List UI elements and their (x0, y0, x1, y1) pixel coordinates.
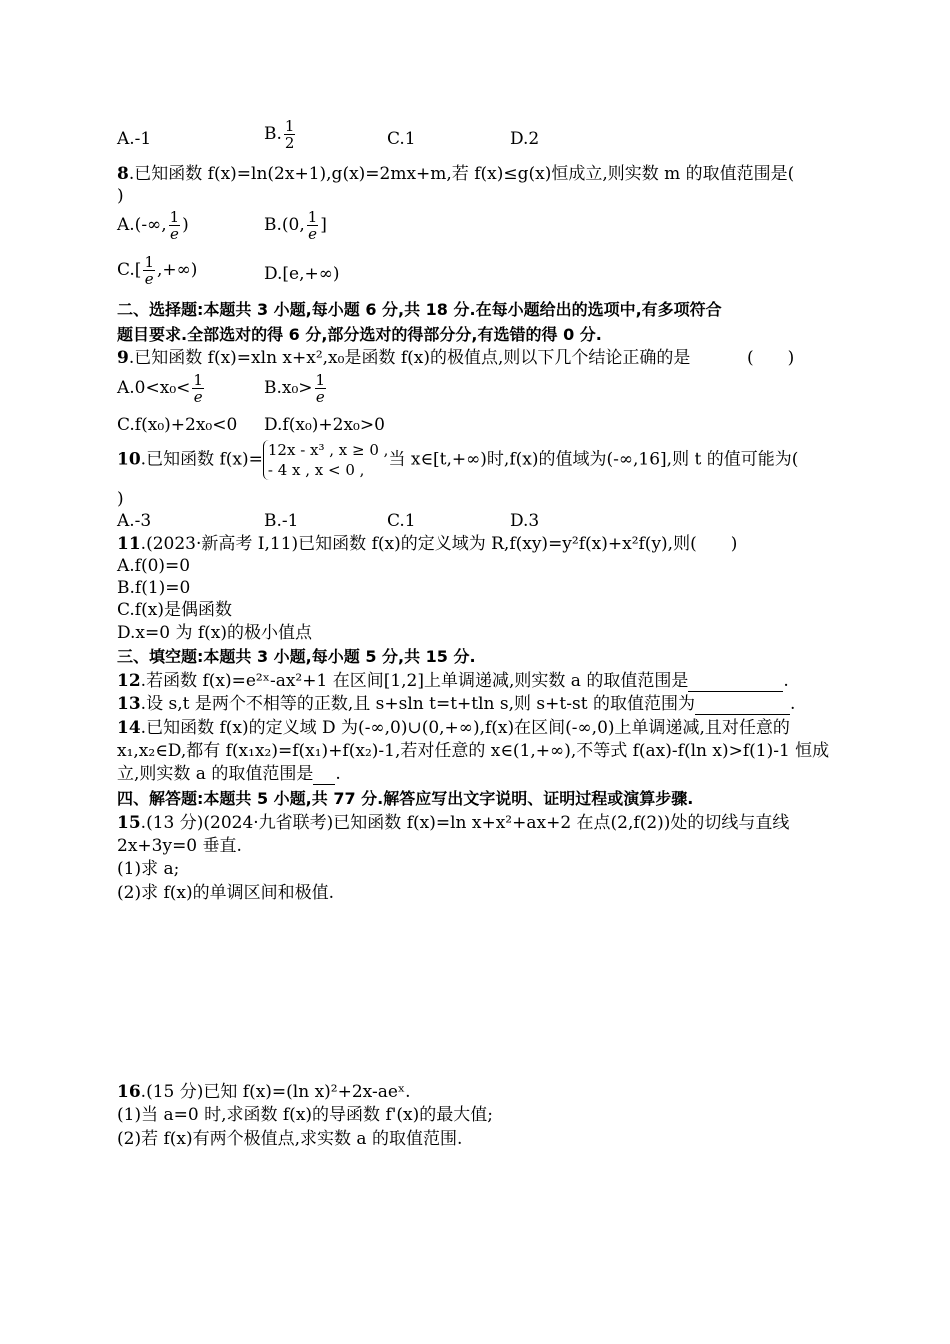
q12-answer-blank[interactable] (688, 671, 783, 692)
q15-stem-line-1: .(13 分)(2024·九省联考)已知函数 f(x)=ln x+x²+ax+2 在点(2,f(2))处的切线与直线 (140, 813, 790, 833)
q10-option-a: A.-3 (117, 511, 152, 531)
q9-option-d: D.f(x₀)+2x₀>0 (264, 415, 385, 435)
fraction-numerator: 1 (169, 208, 180, 226)
q8-stem (117, 164, 794, 184)
q15-number: 15 (117, 813, 141, 833)
q9-option-a-fraction (192, 372, 204, 405)
q9-stem-text: .已知函数 f(x)=xln x+x²,x₀是函数 f(x)的极值点,则以下几个结论正确的是 (128, 348, 691, 368)
fraction-numerator: 1 (307, 208, 318, 226)
q11-stem (117, 534, 737, 554)
q7-option-c: C.1 (387, 129, 416, 149)
q13-number: 13 (117, 694, 141, 714)
q8-option-b-suffix: ] (320, 215, 327, 235)
q8-option-a (117, 209, 189, 242)
fraction-denominator: e (315, 388, 325, 406)
q12-stem (117, 671, 789, 692)
q11-option-d: D.x=0 为 f(x)的极小值点 (117, 623, 313, 643)
fraction-denominator: e (308, 225, 317, 243)
q7-option-a: A.-1 (117, 129, 152, 149)
q13-answer-blank[interactable] (695, 694, 790, 715)
q9-option-c: C.f(x₀)+2x₀<0 (117, 415, 238, 435)
q15-part-1: (1)求 a; (117, 859, 180, 879)
q8-option-c-suffix: ,+∞) (156, 260, 198, 280)
q11-option-a: A.f(0)=0 (117, 556, 191, 576)
q10-number: 10 (117, 449, 141, 470)
q13-stem (117, 694, 795, 715)
q7-option-b-fraction (284, 118, 296, 151)
q8-option-b-fraction (307, 209, 319, 242)
q9-number: 9 (117, 348, 129, 368)
q8-option-b (264, 209, 327, 242)
q16-number: 16 (117, 1082, 141, 1102)
q7-option-d: D.2 (510, 129, 540, 149)
q8-option-a-fraction (169, 209, 181, 242)
section-3-heading: 三、填空题:本题共 3 小题,每小题 5 分,共 15 分. (117, 647, 476, 666)
q14-stem-line-3-text: 立,则实数 a 的取值范围是 (117, 764, 314, 784)
q8-option-a-suffix: ) (182, 215, 189, 235)
q16-part-2: (2)若 f(x)有两个极值点,求实数 a 的取值范围. (117, 1129, 463, 1149)
fraction-numerator: 1 (315, 371, 326, 389)
q8-option-a-prefix: A.(-∞, (117, 215, 167, 235)
q8-stem-text: .已知函数 f(x)=ln(2x+1),g(x)=2mx+m,若 f(x)≤g(x)恒成立,则实数 m 的取值范围是( (128, 164, 795, 184)
q10-piecewise-brace (263, 440, 389, 480)
q8-option-c-fraction (143, 254, 155, 287)
q9-option-a (117, 372, 206, 405)
q7-option-b (264, 118, 297, 151)
q10-stem-post: 当 x∈[t,+∞)时,f(x)的值域为(-∞,16],则 t 的值可能为( (388, 449, 799, 470)
q14-stem (117, 718, 790, 738)
q11-stem-text: .(2023·新高考 Ⅰ,11)已知函数 f(x)的定义域为 R,f(xy)=y²f(x)+x²f(y),则( ) (140, 534, 738, 554)
q12-number: 12 (117, 671, 141, 691)
q10-stem-end: ) (117, 489, 124, 509)
section-2-heading: 二、选择题:本题共 3 小题,每小题 6 分,共 18 分.在每小题给出的选项中,有多项符合 (117, 300, 722, 319)
q10-stem-pre: .已知函数 f(x)= (140, 449, 263, 470)
q10-option-c: C.1 (387, 511, 416, 531)
fraction-denominator: e (169, 225, 179, 243)
fraction-denominator: e (193, 388, 203, 406)
q14-stem-line-1: .已知函数 f(x)的定义域 D 为(-∞,0)∪(0,+∞),f(x)在区间(-∞,0)上单调递减,且对任意的 (140, 718, 790, 738)
q14-stem-line-3 (117, 764, 341, 785)
q10-case-2: - 4 x , x < 0 , (267, 461, 365, 479)
q10-stem (117, 440, 798, 480)
q8-stem-end: ) (117, 186, 124, 206)
q8-option-c-prefix: C.[ (117, 260, 142, 280)
q14-period: . (335, 764, 341, 784)
fraction-numerator: 1 (144, 253, 154, 271)
q8-number: 8 (117, 164, 129, 184)
fraction-denominator: e (144, 270, 154, 288)
q8-option-c (117, 254, 197, 287)
q13-period: . (789, 694, 796, 714)
q9-answer-paren: ( ) (747, 348, 795, 368)
q15-stem-line-2: 2x+3y=0 垂直. (117, 836, 242, 856)
fraction-numerator: 1 (193, 371, 203, 389)
q10-option-b: B.-1 (264, 511, 299, 531)
q9-option-a-prefix: A.0<x₀< (117, 378, 191, 398)
q12-stem-text: .若函数 f(x)=e²ˣ-ax²+1 在区间[1,2]上单调递减,则实数 a 的取值范围是 (140, 671, 689, 691)
q16-stem-text: .(15 分)已知 f(x)=(ln x)²+2x-aeˣ. (140, 1082, 411, 1102)
q14-number: 14 (117, 718, 141, 738)
q10-case-1: 12x - x³ , x ≥ 0 , (267, 441, 389, 459)
q9-stem (117, 348, 690, 368)
q15-part-2: (2)求 f(x)的单调区间和极值. (117, 883, 335, 903)
fraction-numerator: 1 (284, 117, 295, 135)
q9-option-b-fraction (315, 372, 327, 405)
q14-stem-line-2: x₁,x₂∈D,都有 f(x₁x₂)=f(x₁)+f(x₂)-1,若对任意的 x∈(1,+∞),不等式 f(ax)-f(ln x)>f(1)-1 恒成 (117, 741, 830, 761)
q11-option-b: B.f(1)=0 (117, 578, 191, 598)
q16-stem (117, 1082, 411, 1102)
q11-option-c: C.f(x)是偶函数 (117, 600, 232, 620)
q8-option-b-prefix: B.(0, (264, 215, 305, 235)
q9-option-b (264, 372, 328, 405)
fraction-denominator: 2 (284, 134, 295, 152)
q15-stem (117, 813, 789, 833)
q9-option-b-prefix: B.x₀> (264, 378, 313, 398)
q7-option-b-label: B. (264, 124, 282, 144)
q11-number: 11 (117, 534, 141, 554)
q12-period: . (783, 671, 789, 691)
q8-option-d: D.[e,+∞) (264, 264, 340, 284)
section-2-heading-cont: 题目要求.全部选对的得 6 分,部分选对的得部分分,有选错的得 0 分. (117, 325, 602, 344)
q13-stem-text: .设 s,t 是两个不相等的正数,且 s+sln t=t+tln s,则 s+t-st 的取值范围为 (140, 694, 695, 714)
q14-answer-blank[interactable] (313, 764, 335, 785)
q10-option-d: D.3 (510, 511, 540, 531)
section-4-heading: 四、解答题:本题共 5 小题,共 77 分.解答应写出文字说明、证明过程或演算步骤. (117, 789, 694, 808)
q16-part-1: (1)当 a=0 时,求函数 f(x)的导函数 f'(x)的最大值; (117, 1105, 493, 1125)
